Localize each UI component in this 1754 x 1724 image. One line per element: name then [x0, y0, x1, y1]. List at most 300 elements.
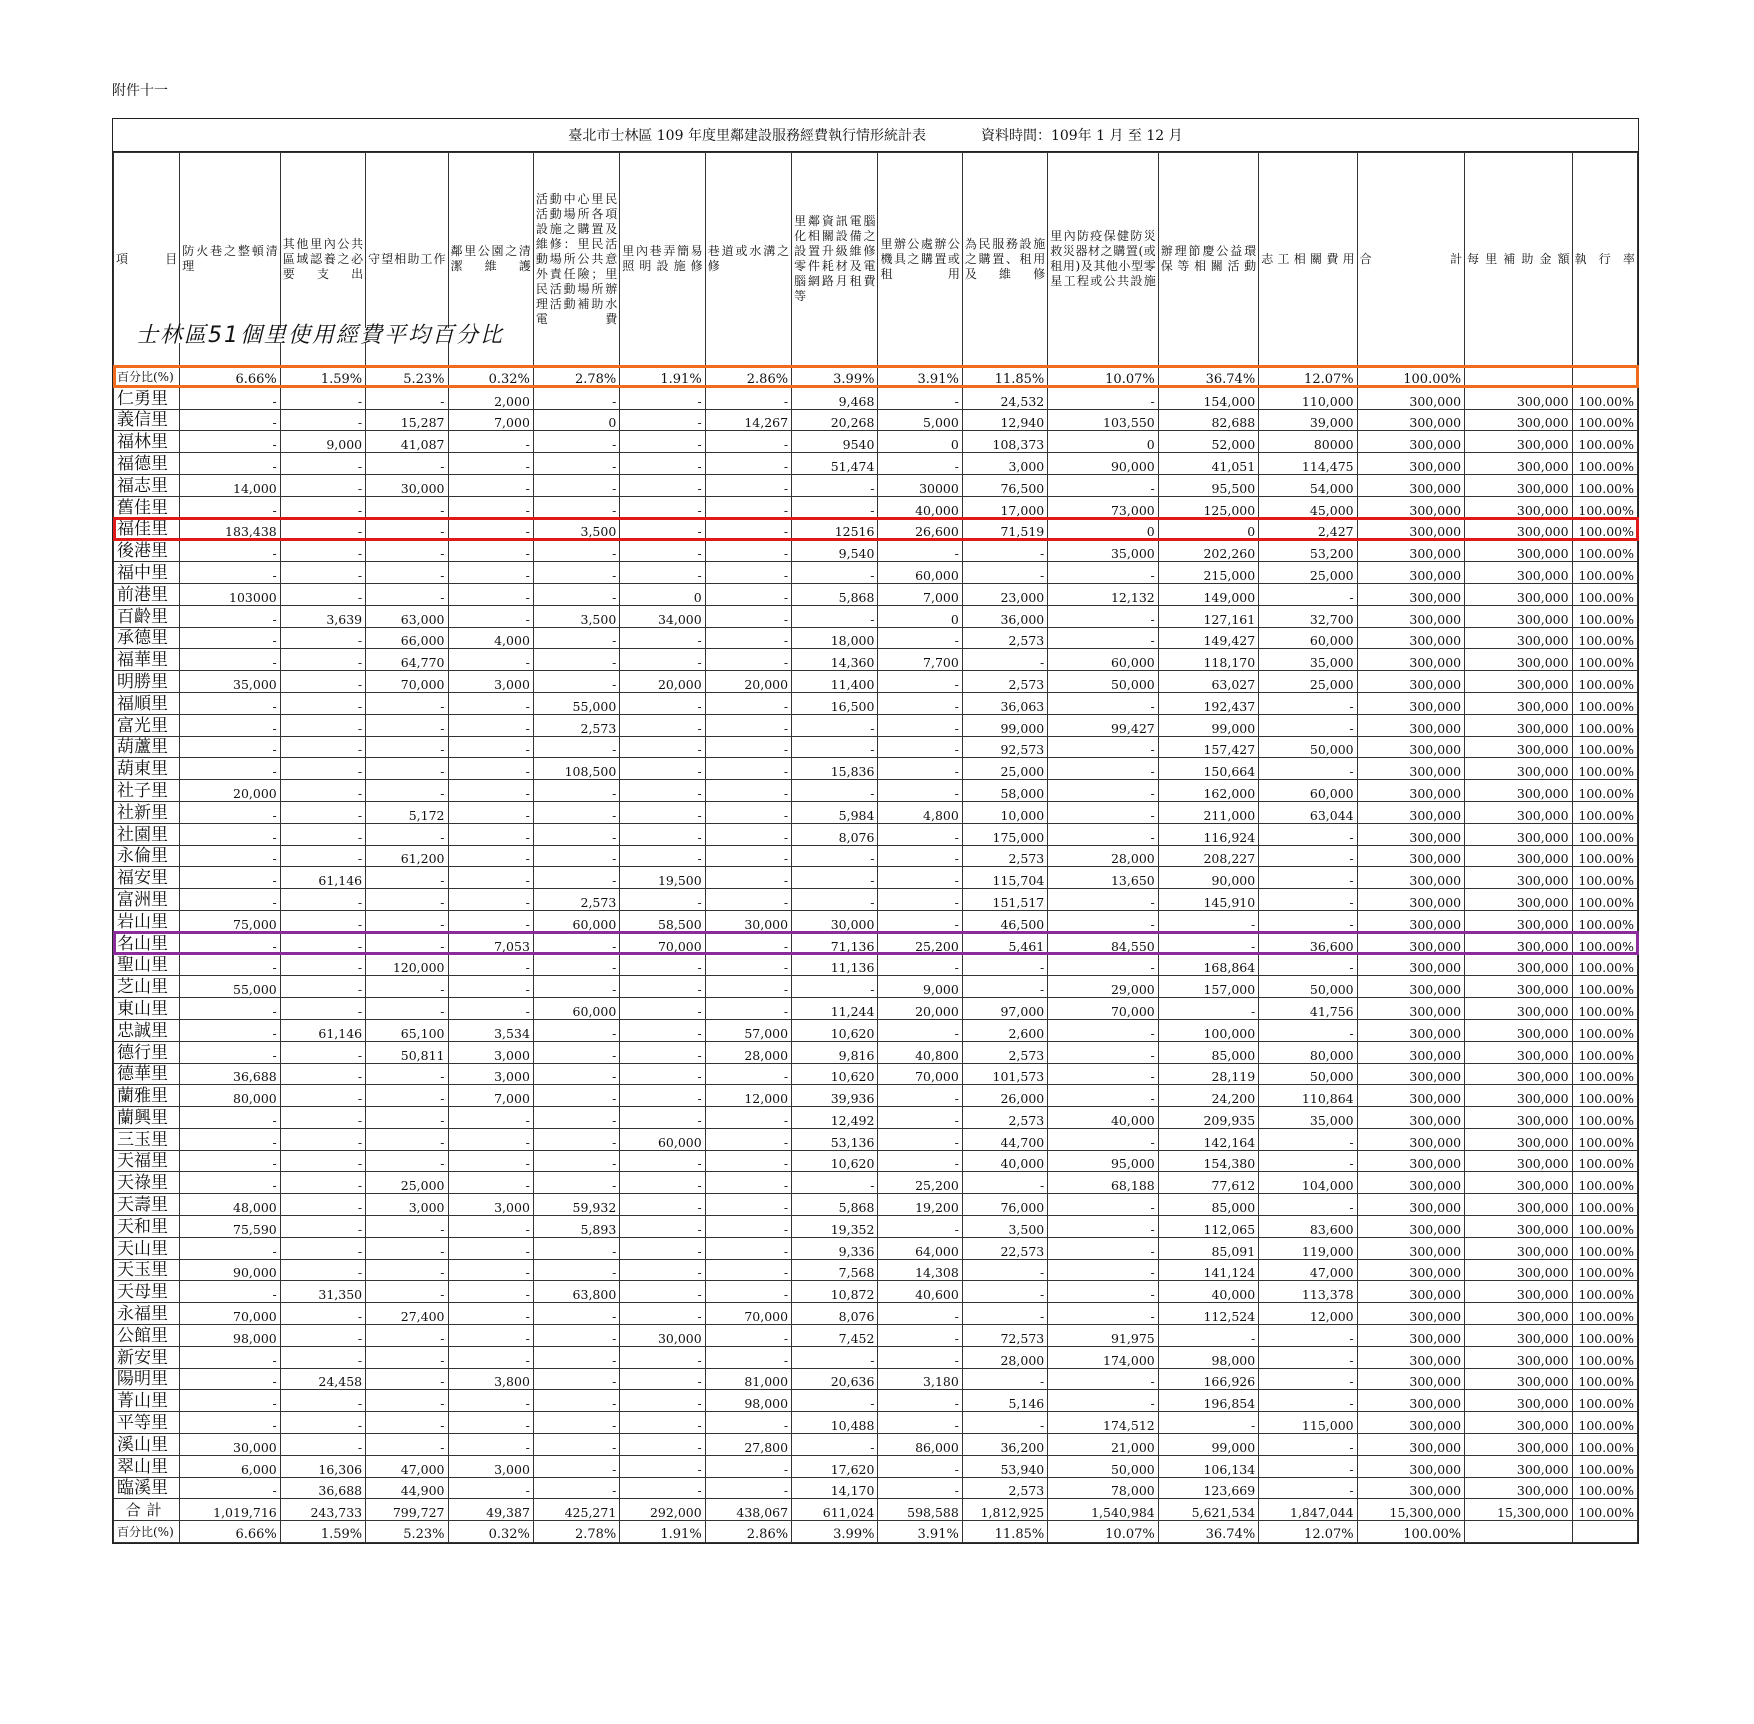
table-row — [114, 1412, 1638, 1434]
table-cell: 300,000 — [1465, 1085, 1572, 1107]
table-cell: - — [533, 823, 619, 845]
table-cell: 23,000 — [962, 583, 1047, 605]
table-cell: 18,000 — [792, 627, 878, 649]
table-cell: - — [448, 692, 533, 714]
table-cell: 100.00% — [1572, 1150, 1637, 1172]
row-label: 富光里 — [114, 714, 180, 736]
table-cell: 90,000 — [180, 1259, 280, 1281]
table-cell: - — [280, 780, 365, 802]
table-cell: 60,000 — [533, 910, 619, 932]
table-cell: 300,000 — [1465, 1041, 1572, 1063]
table-cell: 0 — [1158, 518, 1258, 540]
table-cell: - — [448, 1346, 533, 1368]
table-cell: 32,700 — [1259, 605, 1357, 627]
table-cell: - — [878, 387, 962, 409]
table-cell: 2.86% — [705, 1521, 791, 1543]
column-header: 鄰里公園之清潔維護 — [448, 153, 533, 366]
table-cell: 10,620 — [792, 1019, 878, 1041]
table-cell: - — [705, 518, 791, 540]
table-cell: 50,000 — [1259, 1063, 1357, 1085]
table-row — [114, 998, 1638, 1020]
table-cell: - — [705, 845, 791, 867]
table-cell: 4,800 — [878, 801, 962, 823]
table-cell: 116,924 — [1158, 823, 1258, 845]
table-cell: 53,940 — [962, 1455, 1047, 1477]
table-cell: 35,000 — [1259, 649, 1357, 671]
table-cell: - — [448, 867, 533, 889]
table-cell: - — [878, 1085, 962, 1107]
title-row — [113, 119, 1638, 152]
table-cell: - — [180, 562, 280, 584]
table-cell: - — [620, 823, 705, 845]
table-cell: 3,534 — [448, 1019, 533, 1041]
column-header: 執行率 — [1572, 153, 1637, 366]
table-cell: 9,000 — [878, 976, 962, 998]
table-cell: - — [620, 474, 705, 496]
table-cell: 100.00% — [1572, 867, 1637, 889]
table-cell: 15,300,000 — [1465, 1499, 1572, 1521]
table-cell: 41,087 — [366, 431, 448, 453]
table-cell: 8,076 — [792, 1303, 878, 1325]
table-cell: - — [620, 758, 705, 780]
table-cell: 100.00% — [1572, 1303, 1637, 1325]
column-header: 合計 — [1357, 153, 1464, 366]
table-cell: 168,864 — [1158, 954, 1258, 976]
column-header: 志工相關費用 — [1259, 153, 1357, 366]
table-cell: 63,800 — [533, 1281, 619, 1303]
table-cell: - — [620, 627, 705, 649]
table-cell: - — [180, 1128, 280, 1150]
table-cell: - — [962, 540, 1047, 562]
table-cell: 7,000 — [448, 409, 533, 431]
table-cell: - — [180, 954, 280, 976]
table-cell: 14,360 — [792, 649, 878, 671]
table-cell: - — [1259, 1390, 1357, 1412]
table-cell: - — [878, 1325, 962, 1347]
table-cell: 36.74% — [1158, 1521, 1258, 1543]
table-cell: 300,000 — [1357, 540, 1464, 562]
table-cell: 75,000 — [180, 910, 280, 932]
table-cell: 300,000 — [1465, 932, 1572, 954]
table-cell: - — [705, 627, 791, 649]
table-cell: 47,000 — [1259, 1259, 1357, 1281]
table-cell: 100.00% — [1572, 1346, 1637, 1368]
table-row — [114, 954, 1638, 976]
table-cell: - — [366, 387, 448, 409]
table-cell: 90,000 — [1048, 453, 1159, 475]
table-cell: - — [620, 496, 705, 518]
table-row — [114, 540, 1638, 562]
table-cell: 300,000 — [1465, 801, 1572, 823]
table-cell: 5,984 — [792, 801, 878, 823]
table-cell: - — [705, 583, 791, 605]
table-cell: - — [878, 1412, 962, 1434]
table-cell: - — [705, 823, 791, 845]
table-cell: 2,427 — [1259, 518, 1357, 540]
table-cell: - — [533, 1259, 619, 1281]
table-cell: 300,000 — [1465, 998, 1572, 1020]
table-cell: 100.00% — [1572, 562, 1637, 584]
total-row — [114, 1499, 1638, 1521]
table-cell: 300,000 — [1465, 1172, 1572, 1194]
table-cell: 3.99% — [792, 1521, 878, 1543]
table-cell: - — [620, 954, 705, 976]
table-cell: 100.00% — [1572, 409, 1637, 431]
table-cell: 27,800 — [705, 1434, 791, 1456]
table-cell: - — [448, 780, 533, 802]
table-cell: 5.23% — [366, 1521, 448, 1543]
table-cell: 12.07% — [1259, 1521, 1357, 1543]
table-cell: 9,540 — [792, 540, 878, 562]
table-cell: 2,573 — [962, 1477, 1047, 1499]
table-cell: 300,000 — [1465, 431, 1572, 453]
table-cell: 300,000 — [1357, 1390, 1464, 1412]
table-cell: - — [1259, 954, 1357, 976]
table-cell: 90,000 — [1158, 867, 1258, 889]
row-label: 後港里 — [114, 540, 180, 562]
table-cell: - — [878, 780, 962, 802]
table-cell: 115,000 — [1259, 1412, 1357, 1434]
table-cell: 100.00% — [1572, 736, 1637, 758]
table-row — [114, 1107, 1638, 1129]
table-cell: 98,000 — [180, 1325, 280, 1347]
table-cell: 57,000 — [705, 1019, 791, 1041]
table-cell: 120,000 — [366, 954, 448, 976]
table-cell: - — [180, 1281, 280, 1303]
table-cell: - — [620, 1019, 705, 1041]
table-cell: - — [878, 954, 962, 976]
table-cell: - — [448, 474, 533, 496]
table-row — [114, 867, 1638, 889]
table-cell: 2,573 — [533, 889, 619, 911]
table-cell: - — [448, 649, 533, 671]
table-cell: - — [366, 758, 448, 780]
table-cell: - — [1048, 387, 1159, 409]
table-cell: 1.91% — [620, 1521, 705, 1543]
row-label: 德行里 — [114, 1041, 180, 1063]
row-label: 社園里 — [114, 823, 180, 845]
table-cell: - — [180, 1346, 280, 1368]
table-row — [114, 1194, 1638, 1216]
table-cell: - — [620, 1412, 705, 1434]
table-cell: - — [366, 1237, 448, 1259]
table-cell: - — [448, 910, 533, 932]
row-label: 福中里 — [114, 562, 180, 584]
table-row — [114, 1455, 1638, 1477]
table-cell: 1,019,716 — [180, 1499, 280, 1521]
table-cell: - — [280, 1128, 365, 1150]
table-cell: 20,268 — [792, 409, 878, 431]
table-cell: 300,000 — [1357, 758, 1464, 780]
table-cell: - — [366, 889, 448, 911]
table-cell: - — [448, 1237, 533, 1259]
table-cell: - — [366, 1128, 448, 1150]
table-cell: 25,000 — [962, 758, 1047, 780]
page-title: 臺北市士林區 109 年度里鄰建設服務經費執行情形統計表 — [568, 128, 926, 144]
table-cell: - — [962, 1172, 1047, 1194]
table-cell: 101,573 — [962, 1063, 1047, 1085]
table-cell: 2,573 — [962, 845, 1047, 867]
column-header: 巷道或水溝之修 — [705, 153, 791, 366]
table-cell: 20,000 — [180, 780, 280, 802]
table-row — [114, 714, 1638, 736]
table-cell: 99,000 — [1158, 714, 1258, 736]
table-cell: - — [1048, 627, 1159, 649]
table-cell: - — [878, 867, 962, 889]
table-cell: - — [620, 1041, 705, 1063]
column-header: 里內防疫保健防災救災器材之購置(或租用)及其他小型零星工程或公共設施 — [1048, 153, 1159, 366]
table-cell: 72,573 — [962, 1325, 1047, 1347]
table-cell: - — [180, 758, 280, 780]
table-body — [114, 366, 1638, 1543]
table-cell: - — [448, 540, 533, 562]
table-row — [114, 1128, 1638, 1150]
table-cell: 300,000 — [1465, 409, 1572, 431]
table-cell: 99,000 — [962, 714, 1047, 736]
table-cell: - — [1259, 1019, 1357, 1041]
table-cell: - — [180, 932, 280, 954]
table-row — [114, 910, 1638, 932]
table-cell: 3,000 — [962, 453, 1047, 475]
table-cell: 141,124 — [1158, 1259, 1258, 1281]
table-cell: - — [792, 1434, 878, 1456]
table-cell: 3,639 — [280, 605, 365, 627]
table-cell: 100.00% — [1572, 954, 1637, 976]
table-cell: - — [620, 1150, 705, 1172]
table-cell: 49,387 — [448, 1499, 533, 1521]
table-cell: 28,000 — [962, 1346, 1047, 1368]
row-label: 天和里 — [114, 1216, 180, 1238]
table-cell: 1.59% — [280, 366, 365, 388]
table-cell: - — [280, 1194, 365, 1216]
table-cell: 151,517 — [962, 889, 1047, 911]
table-cell: - — [448, 1281, 533, 1303]
table-cell: - — [280, 540, 365, 562]
table-cell: - — [366, 1259, 448, 1281]
table-cell: 100.00% — [1572, 387, 1637, 409]
table-cell: 300,000 — [1357, 453, 1464, 475]
table-cell: - — [1048, 910, 1159, 932]
table-cell: 40,000 — [1048, 1107, 1159, 1129]
table-cell: - — [533, 1455, 619, 1477]
table-cell: - — [1158, 1412, 1258, 1434]
table-cell: - — [962, 1281, 1047, 1303]
table-cell: - — [448, 1128, 533, 1150]
table-cell: - — [1048, 1041, 1159, 1063]
table-cell: - — [620, 1281, 705, 1303]
table-cell: - — [533, 1477, 619, 1499]
table-cell: 10.07% — [1048, 1521, 1159, 1543]
table-cell: 300,000 — [1357, 562, 1464, 584]
row-label: 忠誠里 — [114, 1019, 180, 1041]
table-cell: - — [962, 1368, 1047, 1390]
table-cell: - — [180, 409, 280, 431]
table-cell: - — [448, 583, 533, 605]
table-cell: - — [533, 1412, 619, 1434]
table-cell: - — [180, 453, 280, 475]
table-cell: - — [620, 1477, 705, 1499]
table-cell: - — [620, 1455, 705, 1477]
row-label: 福華里 — [114, 649, 180, 671]
table-cell: 85,091 — [1158, 1237, 1258, 1259]
table-cell: 100.00% — [1572, 692, 1637, 714]
table-cell: - — [705, 431, 791, 453]
table-cell: - — [280, 409, 365, 431]
table-cell: 25,000 — [1259, 562, 1357, 584]
table-cell: 26,000 — [962, 1085, 1047, 1107]
table-cell: - — [1048, 889, 1159, 911]
table-cell: 6,000 — [180, 1455, 280, 1477]
table-cell: 2.78% — [533, 366, 619, 388]
table-cell: 10.07% — [1048, 366, 1159, 388]
table-cell: 9540 — [792, 431, 878, 453]
table-cell: 154,000 — [1158, 387, 1258, 409]
table-cell: - — [448, 1172, 533, 1194]
table-cell: 82,688 — [1158, 409, 1258, 431]
table-cell: 300,000 — [1357, 1368, 1464, 1390]
table-row — [114, 1085, 1638, 1107]
table-cell: - — [280, 1303, 365, 1325]
table-cell: - — [962, 976, 1047, 998]
table-cell: 100.00% — [1572, 583, 1637, 605]
table-cell: - — [180, 649, 280, 671]
table-row — [114, 387, 1638, 409]
row-label: 福佳里 — [114, 518, 180, 540]
table-cell: 29,000 — [1048, 976, 1159, 998]
table-cell: 300,000 — [1357, 1434, 1464, 1456]
table-cell: - — [533, 801, 619, 823]
table-row — [114, 671, 1638, 693]
table-cell: 300,000 — [1465, 1368, 1572, 1390]
table-cell: 123,669 — [1158, 1477, 1258, 1499]
table-cell: 50,000 — [1048, 1455, 1159, 1477]
table-cell: 5,868 — [792, 1194, 878, 1216]
table-cell: - — [180, 1412, 280, 1434]
column-header: 辦理節慶公益環保等相關活動 — [1158, 153, 1258, 366]
table-cell: - — [620, 562, 705, 584]
table-cell: 100.00% — [1572, 1172, 1637, 1194]
table-cell: - — [533, 954, 619, 976]
table-cell: 154,380 — [1158, 1150, 1258, 1172]
table-cell: 100.00% — [1572, 518, 1637, 540]
table-cell: 97,000 — [962, 998, 1047, 1020]
table-cell: 40,000 — [962, 1150, 1047, 1172]
table-cell: - — [1158, 1325, 1258, 1347]
table-cell: 6.66% — [180, 1521, 280, 1543]
table-cell: 300,000 — [1465, 845, 1572, 867]
row-label: 三玉里 — [114, 1128, 180, 1150]
table-cell: - — [448, 889, 533, 911]
table-cell: 0 — [878, 605, 962, 627]
row-label: 德華里 — [114, 1063, 180, 1085]
table-cell: - — [878, 1477, 962, 1499]
table-cell: - — [792, 845, 878, 867]
table-cell: 59,932 — [533, 1194, 619, 1216]
table-cell: - — [533, 976, 619, 998]
table-cell: 64,000 — [878, 1237, 962, 1259]
table-cell: 100.00% — [1572, 1107, 1637, 1129]
table-cell: - — [448, 496, 533, 518]
table-cell: 21,000 — [1048, 1434, 1159, 1456]
table-cell: - — [1259, 1434, 1357, 1456]
table-cell: 300,000 — [1357, 954, 1464, 976]
table-cell: - — [366, 1412, 448, 1434]
table-cell: - — [705, 867, 791, 889]
row-label: 芝山里 — [114, 976, 180, 998]
table-cell: 112,524 — [1158, 1303, 1258, 1325]
table-cell: 100.00% — [1357, 366, 1464, 388]
table-cell: 73,000 — [1048, 496, 1159, 518]
row-label: 天山里 — [114, 1237, 180, 1259]
table-cell: - — [533, 1434, 619, 1456]
table-cell: - — [620, 1368, 705, 1390]
column-header: 其他里內公共區域認養之必要支出 — [280, 153, 365, 366]
table-cell: 100.00% — [1572, 714, 1637, 736]
table-cell: - — [705, 932, 791, 954]
table-cell: 7,000 — [448, 1085, 533, 1107]
table-cell: 0 — [1048, 518, 1159, 540]
table-cell: 3,000 — [448, 1041, 533, 1063]
row-label: 新安里 — [114, 1346, 180, 1368]
table-cell: 40,800 — [878, 1041, 962, 1063]
table-cell: 14,000 — [180, 474, 280, 496]
table-cell: 114,475 — [1259, 453, 1357, 475]
table-cell: - — [620, 780, 705, 802]
table-cell: 1,540,984 — [1048, 1499, 1159, 1521]
table-cell: 3.99% — [792, 366, 878, 388]
table-cell: - — [620, 431, 705, 453]
table-cell: 19,200 — [878, 1194, 962, 1216]
table-cell: 300,000 — [1465, 1412, 1572, 1434]
table-cell: - — [962, 954, 1047, 976]
table-cell: 60,000 — [533, 998, 619, 1020]
table-cell: 300,000 — [1465, 1346, 1572, 1368]
table-cell: - — [448, 1216, 533, 1238]
table-cell: - — [705, 758, 791, 780]
table-cell: 3,000 — [448, 1194, 533, 1216]
table-cell: 36.74% — [1158, 366, 1258, 388]
table-cell: - — [1048, 954, 1159, 976]
table-cell: 50,000 — [1259, 736, 1357, 758]
table-cell: 100.00% — [1572, 453, 1637, 475]
table-cell: 8,076 — [792, 823, 878, 845]
table-cell: 150,664 — [1158, 758, 1258, 780]
table-row — [114, 627, 1638, 649]
table-cell: 100.00% — [1572, 1281, 1637, 1303]
row-label: 福順里 — [114, 692, 180, 714]
table-cell: 40,000 — [1158, 1281, 1258, 1303]
table-cell: 14,267 — [705, 409, 791, 431]
table-cell: 243,733 — [280, 1499, 365, 1521]
row-label: 合計 — [114, 1499, 180, 1521]
row-label: 舊佳里 — [114, 496, 180, 518]
table-cell: - — [962, 1259, 1047, 1281]
table-cell: - — [705, 453, 791, 475]
table-cell: 300,000 — [1465, 605, 1572, 627]
table-cell: 71,136 — [792, 932, 878, 954]
row-label: 臨溪里 — [114, 1477, 180, 1499]
table-cell: 10,620 — [792, 1150, 878, 1172]
table-cell: 52,000 — [1158, 431, 1258, 453]
table-cell: 46,500 — [962, 910, 1047, 932]
table-cell: - — [533, 1128, 619, 1150]
table-cell: 300,000 — [1357, 823, 1464, 845]
table-cell: - — [705, 496, 791, 518]
table-cell: 36,688 — [180, 1063, 280, 1085]
table-cell: 300,000 — [1357, 474, 1464, 496]
table-cell: - — [448, 1259, 533, 1281]
table-cell: - — [620, 1063, 705, 1085]
